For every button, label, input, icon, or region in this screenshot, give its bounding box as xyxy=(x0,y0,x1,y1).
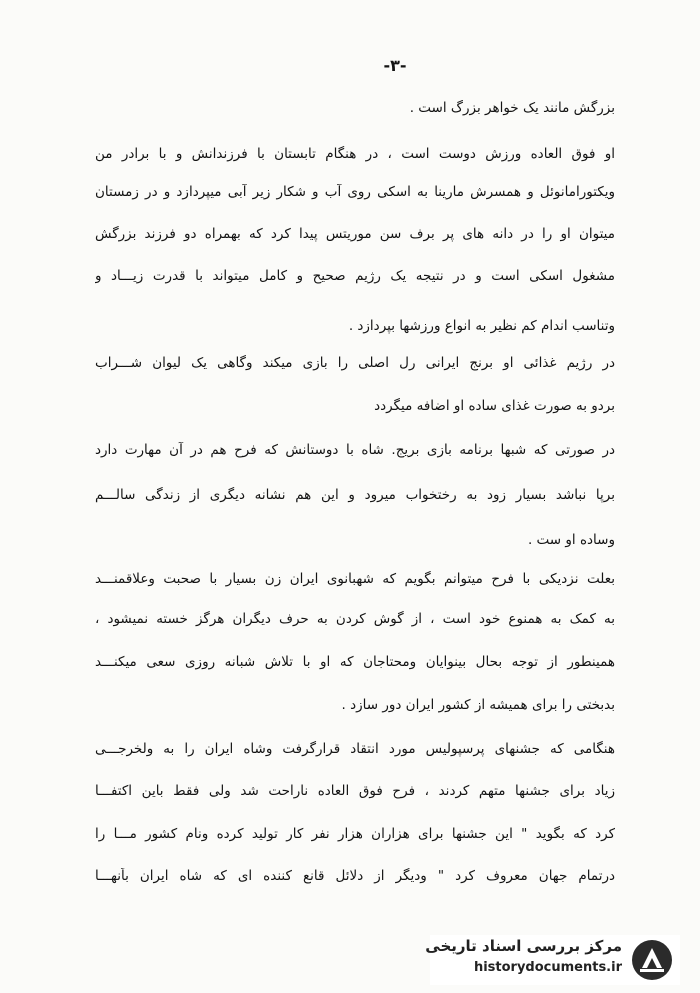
watermark-title: مرکز بررسی اسناد تاریخی xyxy=(425,937,622,955)
text-line: بزرگش مانند یک خواهر بزرگ است . xyxy=(409,100,615,116)
archive-watermark xyxy=(425,935,680,985)
text-line: زیاد برای جشنها متهم کردند ، فرح فوق العاده ناراحت شد ولی فقط باین اکتفـــا xyxy=(95,783,615,799)
text-line: در صورتی که شبها برنامه بازی بریج. شاه با دوستانش که فرح هم در آن مهارت دارد xyxy=(95,442,615,458)
page-number: -۳- xyxy=(383,56,407,75)
text-line: بردو به صورت غذای ساده او اضافه میگردد xyxy=(374,398,615,414)
text-line: درتمام جهان معروف کرد " ودیگر از دلائل قانع کننده ای که شاه ایران باَنهـــا xyxy=(95,868,615,884)
archive-logo-icon xyxy=(630,938,674,982)
text-line: کرد که بگوید " این جشنها برای هزاران هزار نفر کار تولید کرده ونام کشور مـــا را xyxy=(95,826,615,842)
text-line: بعلت نزدیکی با فرح میتوانم بگویم که شهبانوی ایران زن بسیار با صحبت وعلاقمنـــد xyxy=(95,571,615,587)
text-line: وساده او ست . xyxy=(527,532,615,548)
text-line: میتوان او را در دانه های پر برف سن موریتس پیدا کرد که بهمراه دو فرزند بزرگش xyxy=(95,226,615,242)
text-line: او فوق العاده ورزش دوست است ، در هنگام تابستان با فرزندانش و با برادر من xyxy=(95,146,615,162)
text-line: برپا نباشد بسیار زود به رختخواب میرود و این هم نشانه دیگری از زندگی سالـــم xyxy=(95,487,615,503)
text-line: وتناسب اندام کم نظیر به انواع ورزشها بپردازد . xyxy=(348,318,615,334)
text-line: در رژیم غذائی او برنج ایرانی رل اصلی را بازی میکند وگاهی یک لیوان شـــراب xyxy=(95,355,615,371)
text-line: ویکتورامانوئل و همسرش مارینا به اسکی روی آب و شکار زیر آبی میپردازد و در زمستان xyxy=(95,184,615,200)
text-line: به کمک به همنوع خود است ، از گوش کردن به حرف دیگران هرگز خسته نمیشود ، xyxy=(95,611,615,627)
text-line: همینطور از توجه بحال بینوایان ومحتاجان که او با تلاش شبانه روزی سعی میکنـــد xyxy=(95,654,615,670)
text-line: مشغول اسکی است و در نتیجه یک رژیم صحیح و کامل میتواند با قدرت زیـــاد و xyxy=(95,268,615,284)
watermark-url: historydocuments.ir xyxy=(473,960,622,975)
text-line: هنگامی که جشنهای پرسپولیس مورد انتقاد قرارگرفت وشاه ایران را به ولخرجـــی xyxy=(95,741,615,757)
text-line: بدبختی را برای همیشه از کشور ایران دور سازد . xyxy=(341,697,615,713)
